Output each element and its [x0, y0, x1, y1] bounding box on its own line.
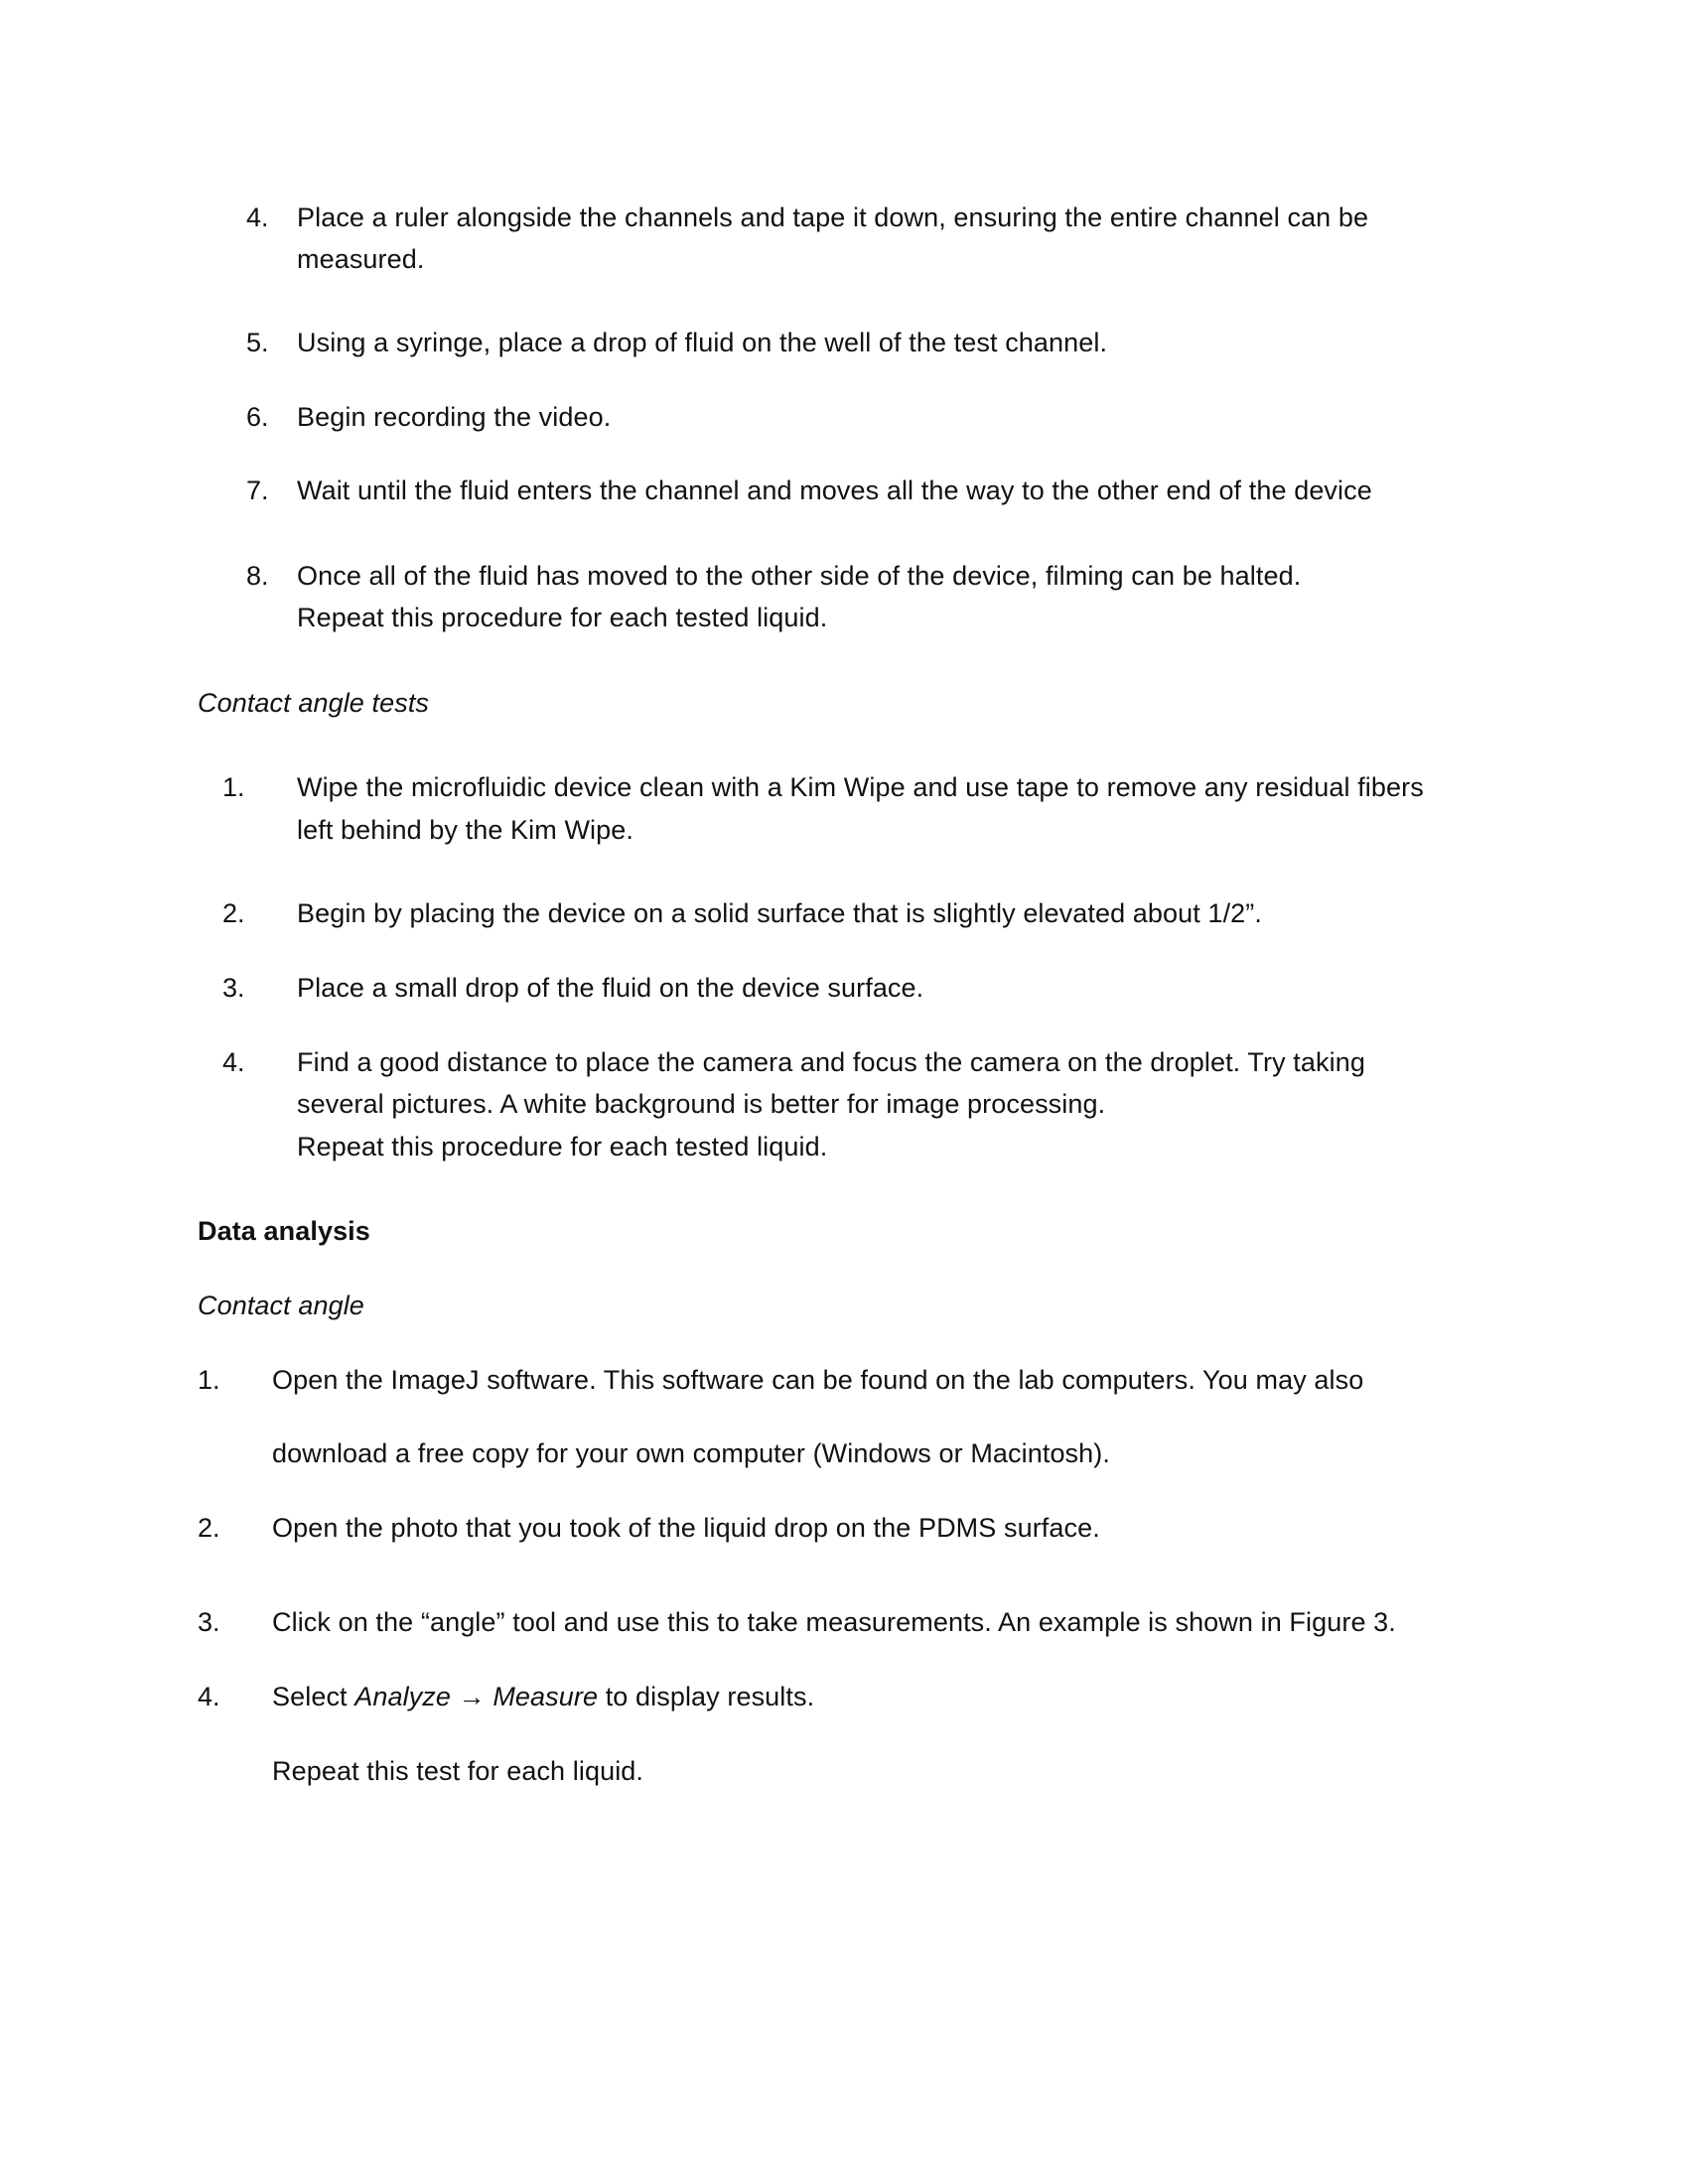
step-text: Begin recording the video. [297, 402, 612, 432]
step-text-pre: Select [272, 1682, 355, 1711]
step-text: Using a syringe, place a drop of fluid on the well of the test channel. [297, 328, 1108, 357]
step-text: Place a small drop of the fluid on the device surface. [297, 973, 924, 1003]
step-text: Find a good distance to place the camera and focus the camera on the droplet. Try taking [297, 1047, 1365, 1077]
step-number: 1. [198, 1365, 220, 1395]
menu-item-measure: Measure [492, 1682, 599, 1711]
step-text: download a free copy for your own computer (Windows or Macintosh). [272, 1438, 1110, 1468]
step-text: Click on the “angle” tool and use this to take measurements. An example is shown in Figure 3. [272, 1607, 1396, 1637]
step-text: several pictures. A white background is better for image processing. [297, 1089, 1106, 1119]
step-text: Wait until the fluid enters the channel and moves all the way to the other end of the device [297, 476, 1372, 505]
step-number: 4. [246, 203, 269, 232]
step-text: left behind by the Kim Wipe. [297, 815, 633, 845]
subheading-contact-angle: Contact angle [198, 1291, 364, 1320]
step-number: 2. [198, 1513, 220, 1543]
step-number: 3. [222, 973, 245, 1003]
step-number: 8. [246, 561, 269, 591]
step-number: 7. [246, 476, 269, 505]
step-text-post: to display results. [598, 1682, 815, 1711]
step-text: Wipe the microfluidic device clean with a Kim Wipe and use tape to remove any residual fibers [297, 772, 1424, 802]
closing-text: Repeat this test for each liquid. [272, 1756, 644, 1786]
step-number: 3. [198, 1607, 220, 1637]
step-text: Place a ruler alongside the channels and tape it down, ensuring the entire channel can be [297, 203, 1369, 232]
section-heading-data-analysis: Data analysis [198, 1216, 370, 1246]
step-number: 1. [222, 772, 245, 802]
step-text: Repeat this procedure for each tested liquid. [297, 1132, 828, 1161]
right-arrow-icon: → [458, 1682, 486, 1711]
step-number: 4. [198, 1682, 220, 1711]
step-text: Once all of the fluid has moved to the other side of the device, filming can be halted. [297, 561, 1302, 591]
menu-analyze: Analyze [354, 1682, 452, 1711]
step-number: 5. [246, 328, 269, 357]
step-text: measured. [297, 244, 425, 274]
step-number: 4. [222, 1047, 245, 1077]
section-heading-contact-angle-tests: Contact angle tests [198, 688, 430, 718]
step-number: 2. [222, 898, 245, 928]
step-number: 6. [246, 402, 269, 432]
step-text [272, 1676, 814, 1717]
step-text: Repeat this procedure for each tested liquid. [297, 603, 828, 632]
step-text: Open the photo that you took of the liquid drop on the PDMS surface. [272, 1513, 1100, 1543]
step-text: Begin by placing the device on a solid surface that is slightly elevated about 1/2”. [297, 898, 1262, 928]
step-text: Open the ImageJ software. This software can be found on the lab computers. You may also [272, 1365, 1364, 1395]
